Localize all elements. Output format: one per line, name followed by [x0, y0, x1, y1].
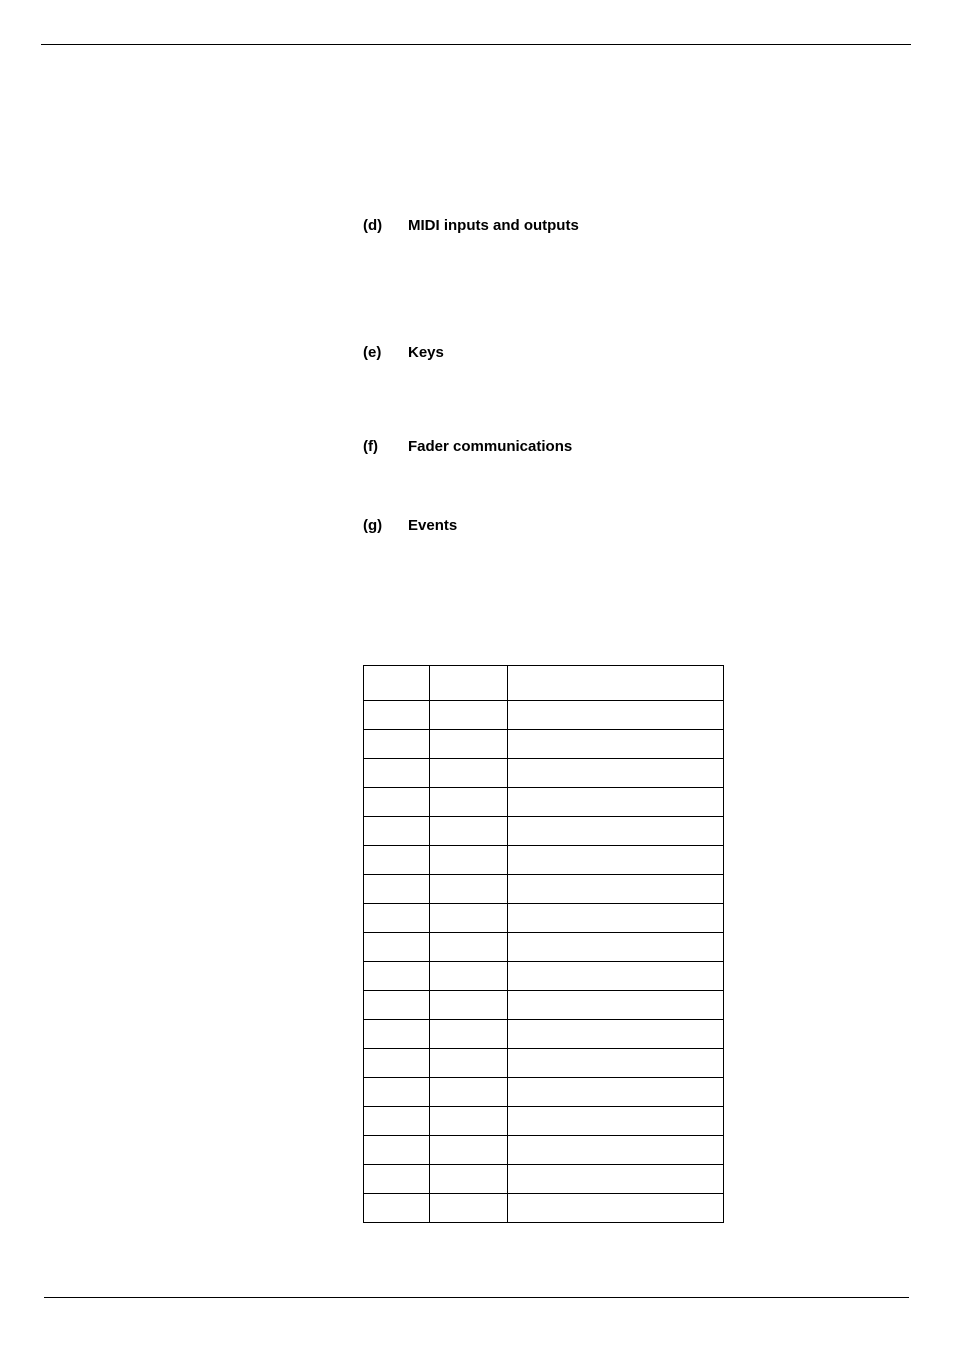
- table-cell: [364, 759, 430, 788]
- table-cell: [364, 846, 430, 875]
- table-row: [364, 701, 724, 730]
- table-cell: [364, 817, 430, 846]
- table-row: [364, 1165, 724, 1194]
- table-header-cell: [364, 666, 430, 701]
- table-cell: [430, 904, 508, 933]
- table-cell: [364, 1107, 430, 1136]
- table-cell: [430, 875, 508, 904]
- table-row: [364, 875, 724, 904]
- table-cell: [364, 933, 430, 962]
- section-number: (g): [363, 517, 383, 534]
- table-cell: [430, 1020, 508, 1049]
- table-cell: [508, 788, 724, 817]
- table-row: [364, 1020, 724, 1049]
- table-cell: [364, 991, 430, 1020]
- table-row: [364, 933, 724, 962]
- table-header-cell: [430, 666, 508, 701]
- table-header-cell: [508, 666, 724, 701]
- table-cell: [508, 759, 724, 788]
- table-cell: [430, 1078, 508, 1107]
- events-table-body: [364, 666, 724, 1223]
- table-cell: [508, 904, 724, 933]
- table-cell: [430, 962, 508, 991]
- table-cell: [508, 1107, 724, 1136]
- table-cell: [508, 817, 724, 846]
- table-cell: [508, 1165, 724, 1194]
- table-cell: [430, 1194, 508, 1223]
- table-row: [364, 759, 724, 788]
- bottom-rule: [44, 1297, 909, 1298]
- table-cell: [430, 1049, 508, 1078]
- table-row: [364, 1194, 724, 1223]
- table-cell: [508, 846, 724, 875]
- table-cell: [364, 730, 430, 759]
- table-cell: [508, 991, 724, 1020]
- table-cell: [430, 759, 508, 788]
- table-cell: [508, 962, 724, 991]
- table-cell: [430, 817, 508, 846]
- table-cell: [364, 1049, 430, 1078]
- events-table: [363, 665, 724, 1223]
- table-cell: [508, 1049, 724, 1078]
- table-header-row: [364, 666, 724, 701]
- table-cell: [364, 1136, 430, 1165]
- table-row: [364, 904, 724, 933]
- section-title: Keys: [408, 344, 444, 361]
- table-cell: [430, 788, 508, 817]
- table-cell: [364, 701, 430, 730]
- table-cell: [508, 875, 724, 904]
- section-number: (f): [363, 438, 378, 455]
- table-cell: [430, 1165, 508, 1194]
- table-cell: [508, 701, 724, 730]
- section-title: Fader communications: [408, 438, 573, 455]
- table-cell: [430, 730, 508, 759]
- table-cell: [508, 1078, 724, 1107]
- table-cell: [508, 933, 724, 962]
- table-cell: [364, 962, 430, 991]
- section-heading-f: [363, 438, 572, 456]
- table-row: [364, 1049, 724, 1078]
- table-row: [364, 991, 724, 1020]
- table-cell: [430, 1107, 508, 1136]
- table-cell: [430, 846, 508, 875]
- table-cell: [508, 1194, 724, 1223]
- section-heading-e: [363, 344, 444, 362]
- section-number: (e): [363, 344, 382, 361]
- section-title: Events: [408, 517, 458, 534]
- table-cell: [364, 788, 430, 817]
- section-heading-d: [363, 217, 579, 235]
- table-cell: [430, 1136, 508, 1165]
- section-title: MIDI inputs and outputs: [408, 217, 579, 234]
- table-cell: [508, 1020, 724, 1049]
- table-cell: [364, 875, 430, 904]
- table-cell: [430, 991, 508, 1020]
- table-cell: [364, 1078, 430, 1107]
- table-row: [364, 962, 724, 991]
- table-cell: [364, 1194, 430, 1223]
- table-row: [364, 817, 724, 846]
- table-cell: [430, 933, 508, 962]
- table-cell: [508, 730, 724, 759]
- section-number: (d): [363, 217, 383, 234]
- table-row: [364, 730, 724, 759]
- table-cell: [364, 904, 430, 933]
- table-row: [364, 1136, 724, 1165]
- table-cell: [364, 1165, 430, 1194]
- table-cell: [508, 1136, 724, 1165]
- section-heading-g: [363, 517, 457, 535]
- top-rule: [41, 44, 911, 45]
- table-cell: [364, 1020, 430, 1049]
- table-cell: [430, 701, 508, 730]
- table-row: [364, 788, 724, 817]
- table-row: [364, 1078, 724, 1107]
- table-row: [364, 846, 724, 875]
- table-row: [364, 1107, 724, 1136]
